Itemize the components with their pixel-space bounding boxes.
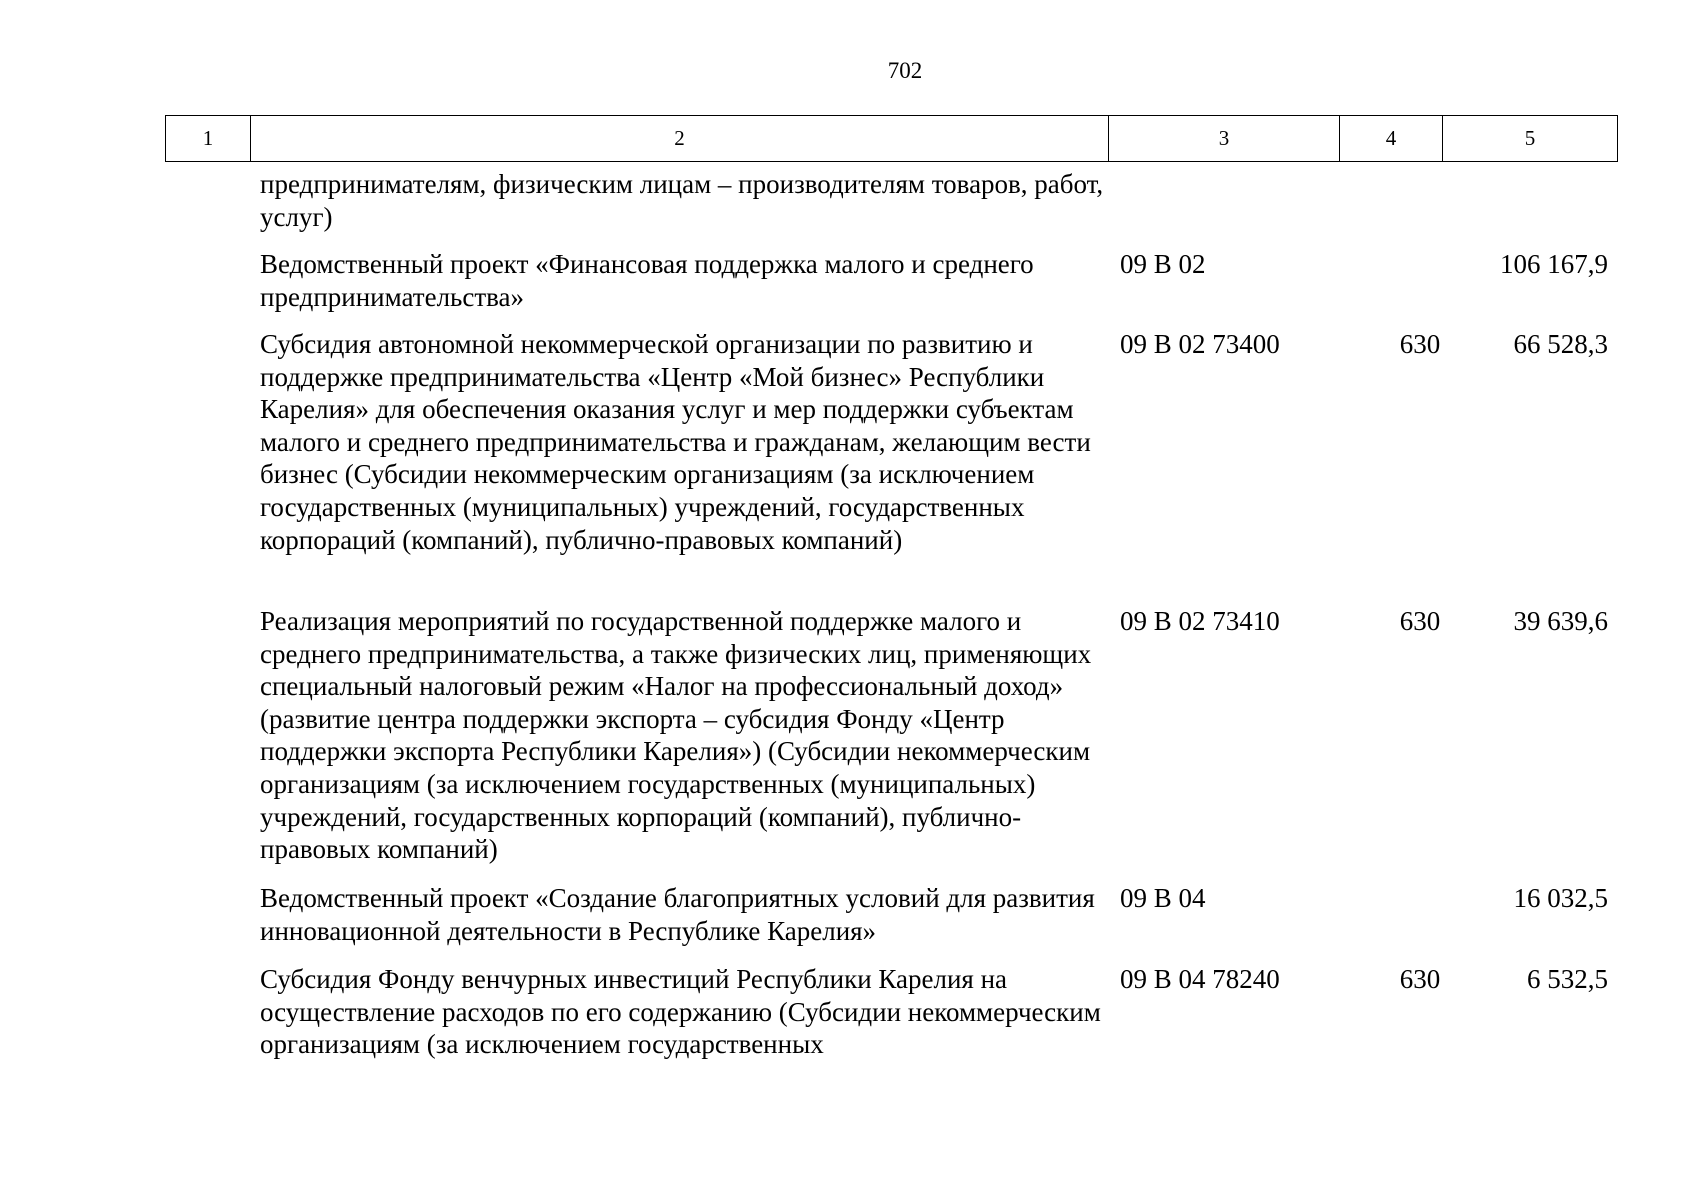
column-header-2: 2 [251,116,1109,162]
row-code: 09 В 02 [1120,249,1206,279]
row-code: 09 В 02 73410 [1120,606,1280,636]
row-name: Ведомственный проект «Создание благоприятных условий для развития инновационной деятельности в Республике Карелия» [260,883,1095,946]
page-number: 702 [887,58,923,83]
row-type: 630 [1399,964,1441,994]
row-name: Субсидия автономной некоммерческой организации по развитию и поддержке предпринимательства «Центр «Мой бизнес» Республики Карелия» для обеспечения оказания услуг и мер поддержки субъектам малого и среднего предпринимательства и гражданам, желающим вести бизнес (Субсидии некоммерческим организациям (за исключением государственных (муниципальных) учреждений, государственных корпораций (компаний), публично-правовых компаний) [260,329,1091,555]
table-row [165,168,1618,248]
row-name: Ведомственный проект «Финансовая поддержка малого и среднего предпринимательства» [260,249,1034,312]
table-row [165,328,1618,605]
column-header-row [166,116,1618,162]
table-row [165,605,1618,882]
column-header-3: 3 [1109,116,1340,162]
table-row [165,963,1618,1073]
table-row [165,248,1618,328]
row-amount: 6 532,5 [1527,964,1608,994]
row-amount: 66 528,3 [1513,329,1608,359]
column-header-1: 1 [166,116,251,162]
table-body [165,168,1618,1073]
row-code: 09 В 04 78240 [1120,964,1280,994]
column-header-5: 5 [1443,116,1618,162]
column-header-4: 4 [1340,116,1443,162]
row-amount: 106 167,9 [1500,249,1608,279]
row-type: 630 [1399,329,1441,359]
table-row [165,882,1618,963]
row-code: 09 В 02 73400 [1120,329,1280,359]
row-name: предпринимателям, физическим лицам – производителям товаров, работ, услуг) [260,169,1104,232]
row-name: Субсидия Фонду венчурных инвестиций Республики Карелия на осуществление расходов по его содержанию (Субсидии некоммерческим организациям (за исключением государственных [260,964,1101,1060]
row-code: 09 В 04 [1120,883,1206,913]
row-type: 630 [1399,606,1441,636]
row-name: Реализация мероприятий по государственной поддержке малого и среднего предпринимательства, а также физических лиц, применяющих специальный налоговый режим «Налог на профессиональный доход» (развитие центра поддержки экспорта – субсидия Фонду «Центр поддержки экспорта Республики Карелия») (Субсидии некоммерческим организациям (за исключением государственных (муниципальных) учреждений, государственных корпораций (компаний), публично-правовых компаний) [260,606,1092,865]
row-amount: 39 639,6 [1513,606,1608,636]
row-amount: 16 032,5 [1513,883,1608,913]
column-header-table [165,115,1618,162]
